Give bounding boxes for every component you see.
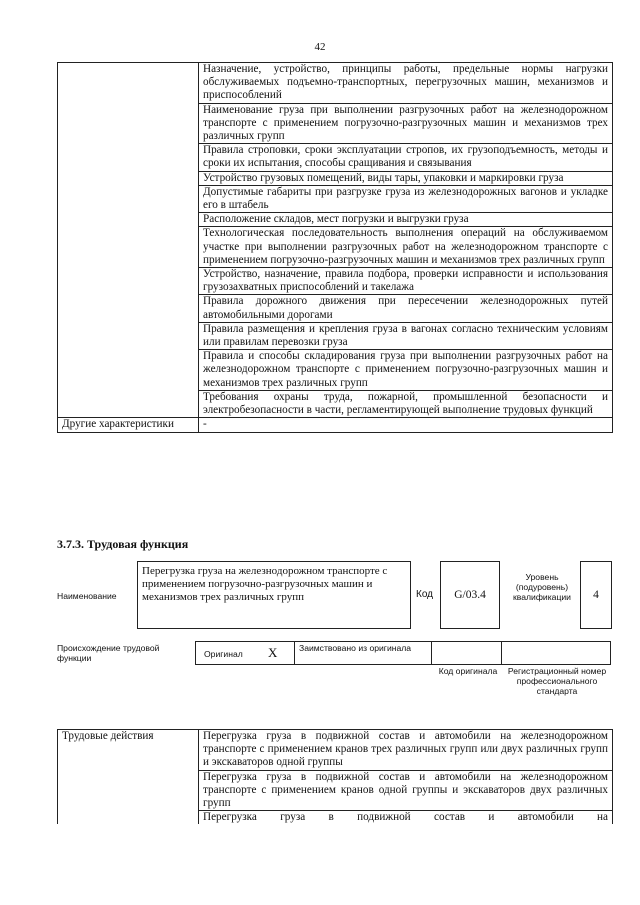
level-label: Уровень (подуровень) квалификации bbox=[513, 572, 571, 602]
labor-action-item: Перегрузка груза в подвижной состав и автомобили на железнодорожном транспорте с применением кранов трех различных групп или двух различных групп и экскаваторов одной группы bbox=[199, 730, 613, 771]
knowledge-item: Правила строповки, сроки эксплуатации стропов, их грузоподъемность, методы и сроки их испытания, способы сращивания и связывания bbox=[199, 144, 613, 171]
knowledge-item: Правила размещения и крепления груза в вагонах согласно техническим условиям или правилам перевозки груза bbox=[199, 322, 613, 349]
labor-actions-label: Трудовые действия bbox=[58, 730, 199, 825]
original-cell bbox=[195, 641, 295, 665]
knowledge-item: Требования охраны труда, пожарной, промышленной безопасности и электробезопасности в части, регламентирующей выполнение трудовых функций bbox=[199, 390, 613, 417]
labor-action-item: Перегрузка груза в подвижной состав и автомобили на bbox=[199, 811, 613, 825]
function-code-box: G/03.4 bbox=[440, 561, 500, 629]
knowledge-item: Расположение складов, мест погрузки и выгрузки груза bbox=[199, 213, 613, 227]
section-title: 3.7.3. Трудовая функция bbox=[57, 537, 189, 551]
knowledge-row bbox=[58, 63, 613, 104]
knowledge-label-cell bbox=[58, 63, 199, 418]
function-name-box: Перегрузка груза на железнодорожном транспорте с применением погрузочно-разгрузочных машин и механизмов трех различных групп bbox=[137, 561, 411, 629]
origin-code-cell bbox=[431, 641, 502, 665]
other-characteristics-value: - bbox=[199, 418, 613, 433]
other-characteristics-label: Другие характеристики bbox=[58, 418, 199, 433]
origin-row bbox=[195, 641, 612, 665]
knowledge-item: Технологическая последовательность выполнения операций на обслуживаемом участке при выполнении разгрузочных работ на железнодорожном транспорте с применением погрузочно-разгрузочных машин и механизмов трех различных групп bbox=[199, 227, 613, 268]
knowledge-item: Наименование груза при выполнении разгрузочных работ на железнодорожном транспорте с применением погрузочно-разгрузочных машин и механизмов трех различных групп bbox=[199, 103, 613, 144]
original-mark: X bbox=[268, 645, 278, 660]
borrowed-label: Заимствовано из оригинала bbox=[299, 643, 412, 653]
knowledge-item: Устройство, назначение, правила подбора, проверки исправности и использования грузозахватных приспособлений и такелажа bbox=[199, 268, 613, 295]
origin-label: Происхождение трудовой функции bbox=[57, 643, 160, 663]
knowledge-item: Правила и способы складирования груза при выполнении разгрузочных работ на железнодорожном транспорте с применением погрузочно-разгрузочных машин и механизмов трех различных групп bbox=[199, 350, 613, 391]
labor-actions-table bbox=[57, 729, 613, 824]
knowledge-item: Устройство грузовых помещений, виды тары, упаковки и маркировки груза bbox=[199, 171, 613, 185]
reg-number-cell bbox=[501, 641, 611, 665]
level-box: 4 bbox=[580, 561, 612, 629]
knowledge-item: Назначение, устройство, принципы работы, предельные нормы нагрузки обслуживаемых подъемно-транспортных, перегрузочных машин, механизмов и приспособлений bbox=[199, 63, 613, 104]
name-label: Наименование bbox=[57, 591, 117, 601]
borrowed-cell bbox=[294, 641, 432, 665]
knowledge-table bbox=[57, 62, 613, 433]
knowledge-item: Правила дорожного движения при пересечении железнодорожных путей автомобильными дорогами bbox=[199, 295, 613, 322]
labor-action-item: Перегрузка груза в подвижной состав и автомобили на железнодорожном транспорте с применением кранов одной группы и экскаваторов двух различных групп bbox=[199, 770, 613, 811]
other-characteristics-row bbox=[58, 418, 613, 433]
labor-action-row bbox=[58, 730, 613, 771]
origin-code-label: Код оригинала bbox=[438, 666, 498, 676]
reg-number-label: Регистрационный номер профессионального стандарта bbox=[507, 666, 607, 696]
original-label: Оригинал bbox=[204, 649, 243, 659]
page-number: 42 bbox=[314, 41, 326, 53]
knowledge-item: Допустимые габариты при разгрузке груза из железнодорожных вагонов и укладке его в штабель bbox=[199, 185, 613, 212]
code-label: Код bbox=[416, 589, 434, 600]
